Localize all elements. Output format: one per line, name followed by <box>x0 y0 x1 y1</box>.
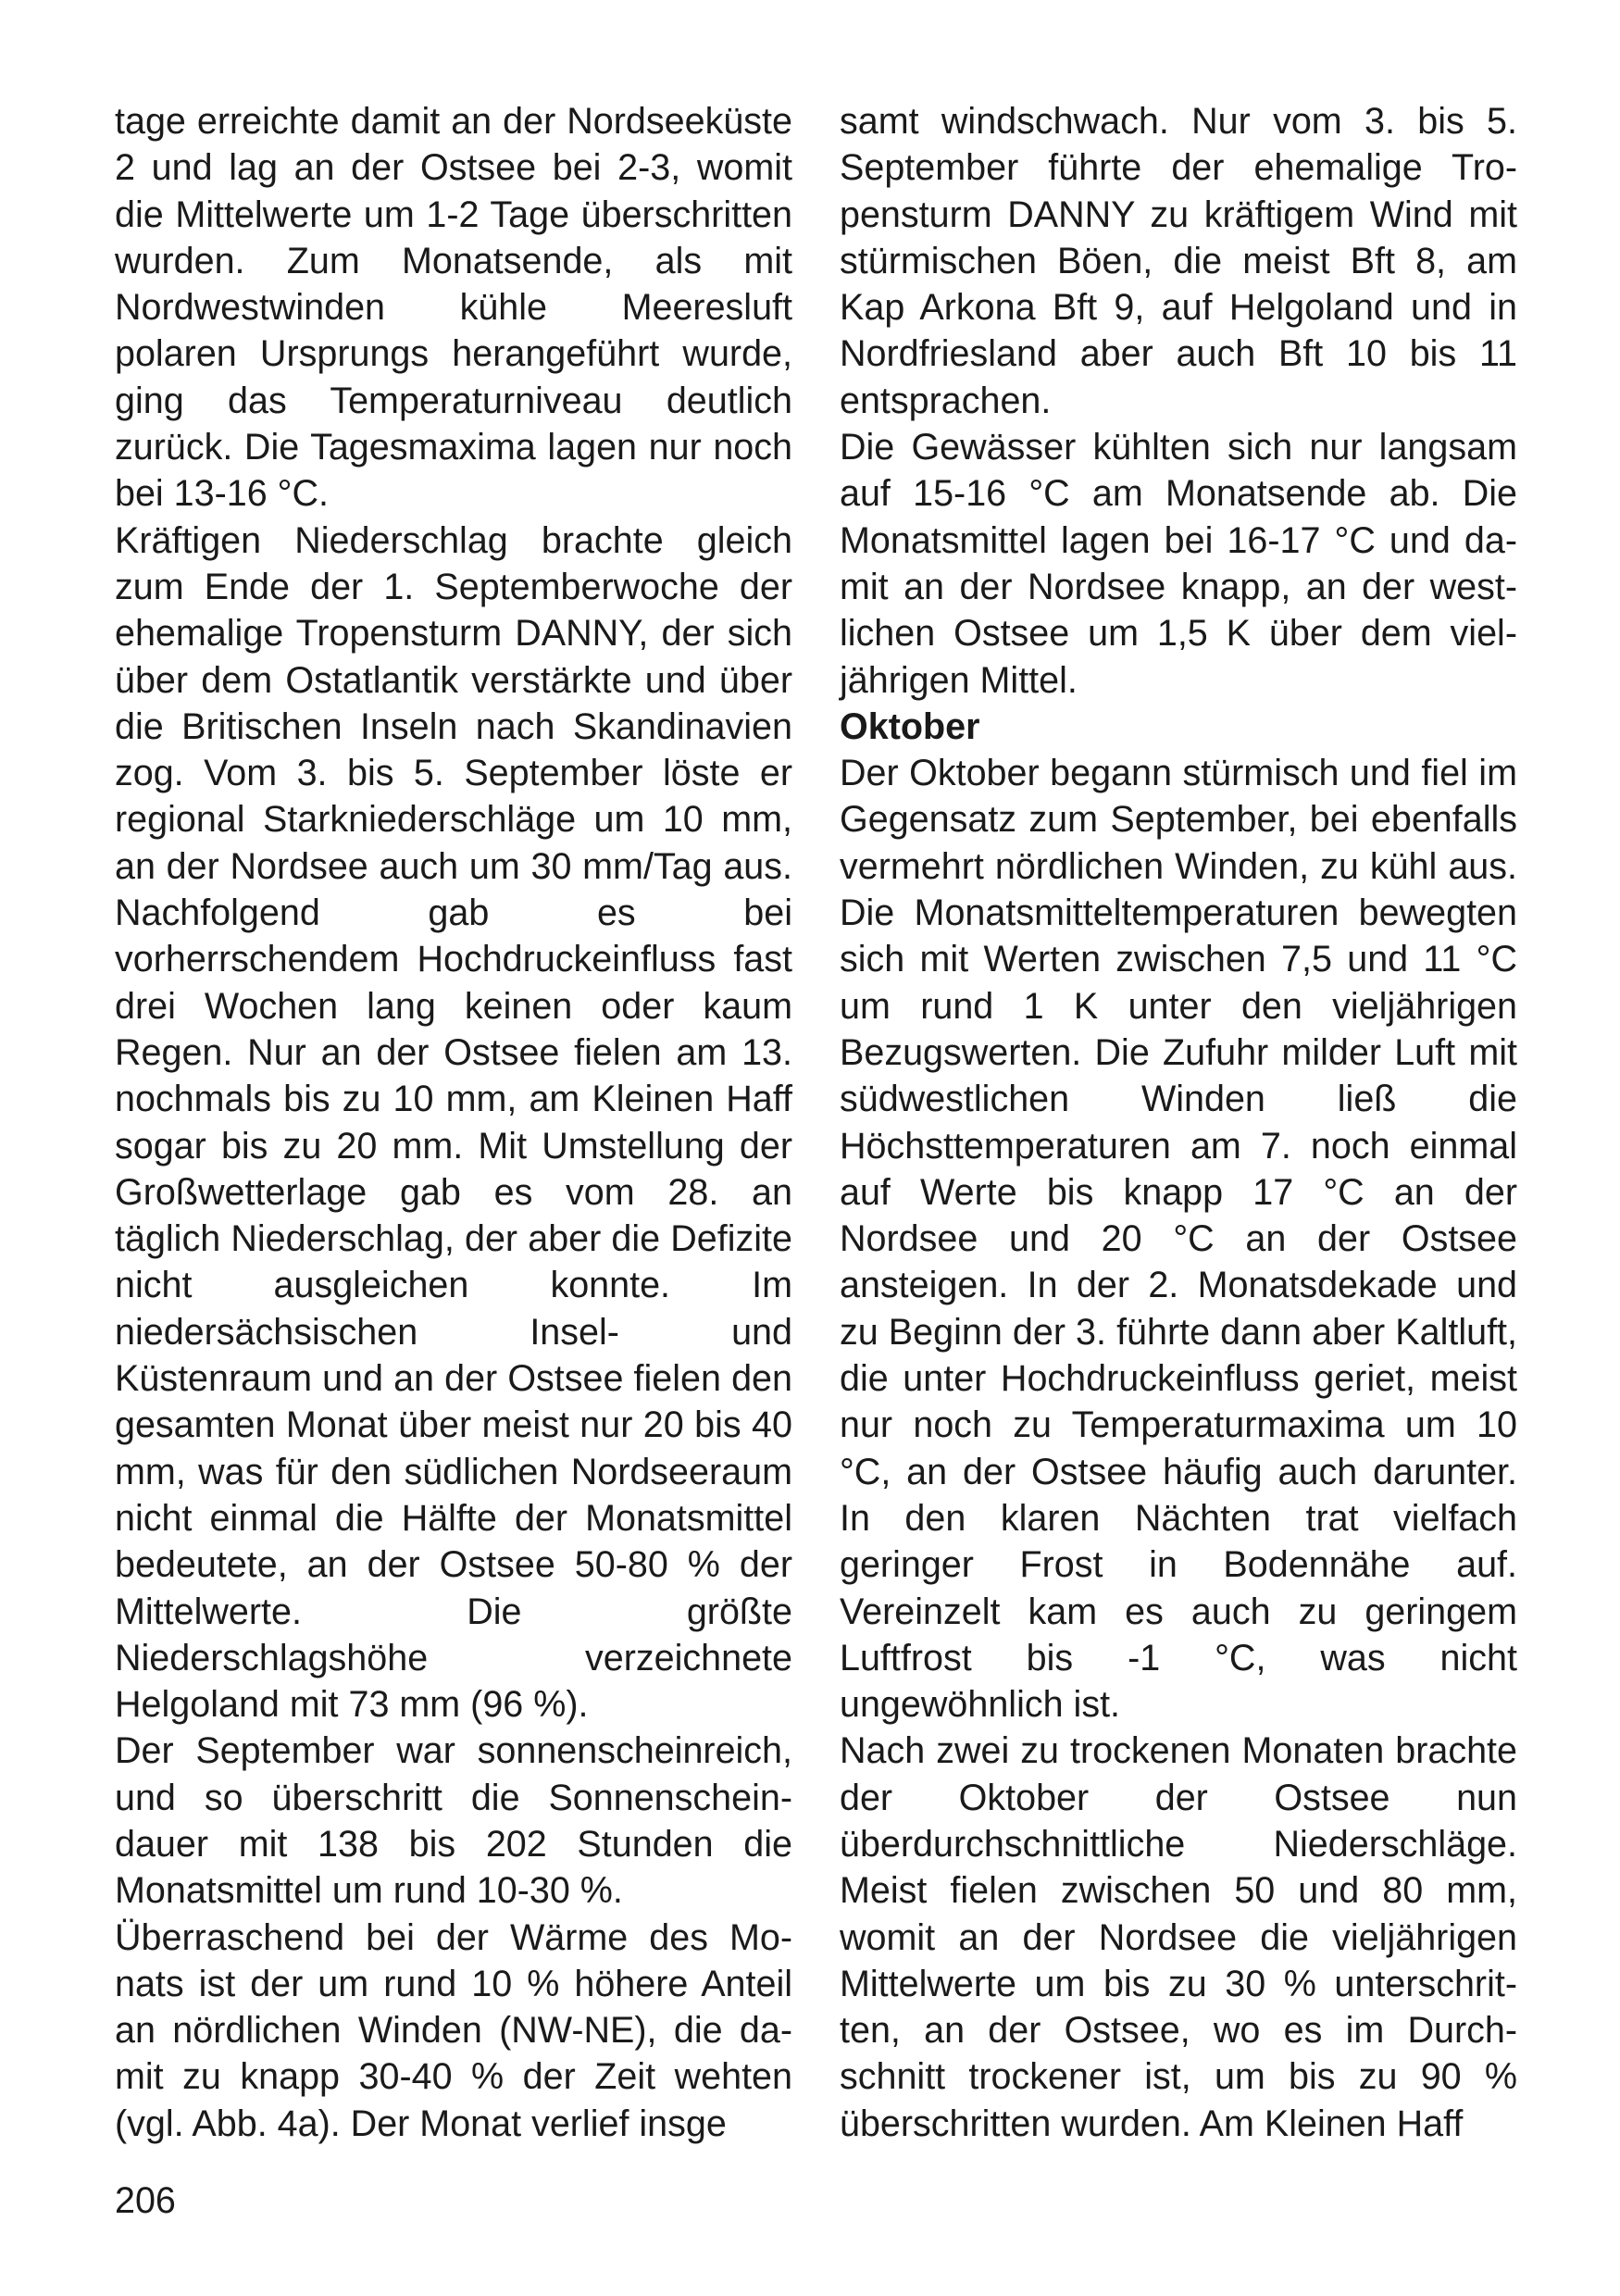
paragraph-september-wind: Überraschend bei der Wärme des Monats ist der um rund 10 % höhere Anteil an nördlichen Winden (NW-NE), die damit zu knapp 30-40 % der Zeit wehten (vgl. Abb. 4a). Der Monat verlief insge <box>115 1916 792 2144</box>
paragraph-september-precipitation: Kräftigen Niederschlag brachte gleich zum Ende der 1. Septemberwoche der ehemalige Tropensturm DANNY, der sich über dem Ostatlantik verstärkte und über die Britischen Inseln nach Skandinavien zog. Vom 3. bis 5. September löste er regional Starkniederschläge um 10 mm, an der Nordsee auch um 30 mm/Tag aus. Nachfolgend gab es bei vorherrschendem Hochdruckeinfluss fast drei Wochen lang keinen oder kaum Regen. Nur an der Ostsee fielen am 13. nochmals bis zu 10 mm, am Kleinen Haff sogar bis zu 20 mm. Mit Umstellung der Großwetterlage gab es vom 28. an täglich Niederschlag, der aber die Defizite nicht ausgleichen konnte. Im niedersächsischen Insel- und Küstenraum und an der Ostsee fielen den gesamten Monat über meist nur 20 bis 40 mm, was für den südlichen Nordseeraum nicht einmal die Hälfte der Monatsmittel bedeutete, an der Ostsee 50-80 % der Mittelwerte. Die größte Niederschlagshöhe verzeichnete Helgoland mit 73 mm (96 %). <box>115 519 792 1726</box>
paragraph-oktober-precipitation: Nach zwei zu trockenen Monaten brachte der Oktober der Ostsee nun überdurchschnittliche Niederschläge. Meist fielen zwischen 50 und 80 mm, womit an der Nordsee die vieljährigen Mittelwerte um bis zu 30 % unterschritten, an der Ostsee, wo es im Durchschnitt trockener ist, um bis zu 90 % überschritten wurden. Am Kleinen Haff <box>840 1730 1517 2144</box>
right-column <box>840 98 1517 2147</box>
left-column <box>115 98 792 2147</box>
paragraph-september-water-temperature: Die Gewässer kühlten sich nur langsam auf 15-16 °C am Monatsende ab. Die Monatsmittel lagen bei 16-17 °C und damit an der Nordsee knapp, an der westlichen Ostsee um 1,5 K über dem vieljährigen Mittel. <box>840 427 1517 701</box>
paragraph-oktober-temperature: Der Oktober begann stürmisch und fiel im Gegensatz zum September, bei ebenfalls vermehrt nördlichen Winden, zu kühl aus. Die Monatsmitteltemperaturen bewegten sich mit Werten zwischen 7,5 und 11 °C um rund 1 K unter den vieljährigen Bezugswerten. Die Zufuhr milder Luft mit südwestlichen Winden ließ die Höchsttemperaturen am 7. noch einmal auf Werte bis knapp 17 °C an der Nordsee und 20 °C an der Ostsee ansteigen. In der 2. Monatsdekade und zu Beginn der 3. führte dann aber Kaltluft, die unter Hochdruckeinfluss geriet, meist nur noch zu Temperaturmaxima um 10 °C, an der Ostsee häufig auch darunter. In den klaren Nächten trat vielfach geringer Frost in Bodennähe auf. Vereinzelt kam es auch zu geringem Luftfrost bis -1 °C, was nicht ungewöhnlich ist. <box>840 753 1517 1726</box>
paragraph-september-temperature-end: tage erreichte damit an der Nordseeküste 2 und lag an der Ostsee bei 2-3, womit die Mittelwerte um 1-2 Tage überschritten wurden. Zum Monatsende, als mit Nordwestwinden kühle Meeresluft polaren Ursprungs herangeführt wurde, ging das Temperaturniveau deutlich zurück. Die Tagesmaxima lagen nur noch bei 13-16 °C. <box>115 101 792 515</box>
section-heading-oktober: Oktober <box>840 705 980 747</box>
page-number: 206 <box>115 2180 176 2221</box>
paragraph-september-storm: samt windschwach. Nur vom 3. bis 5. September führte der ehemalige Tropensturm DANNY zu kräftigem Wind mit stürmischen Böen, die meist Bft 8, am Kap Arkona Bft 9, auf Helgoland und in Nordfriesland aber auch Bft 10 bis 11 entsprachen. <box>840 101 1517 421</box>
paragraph-september-sunshine: Der September war sonnenscheinreich, und so überschritt die Sonnenscheindauer mit 138 bis 202 Stunden die Monatsmittel um rund 10-30 %. <box>115 1730 792 1912</box>
